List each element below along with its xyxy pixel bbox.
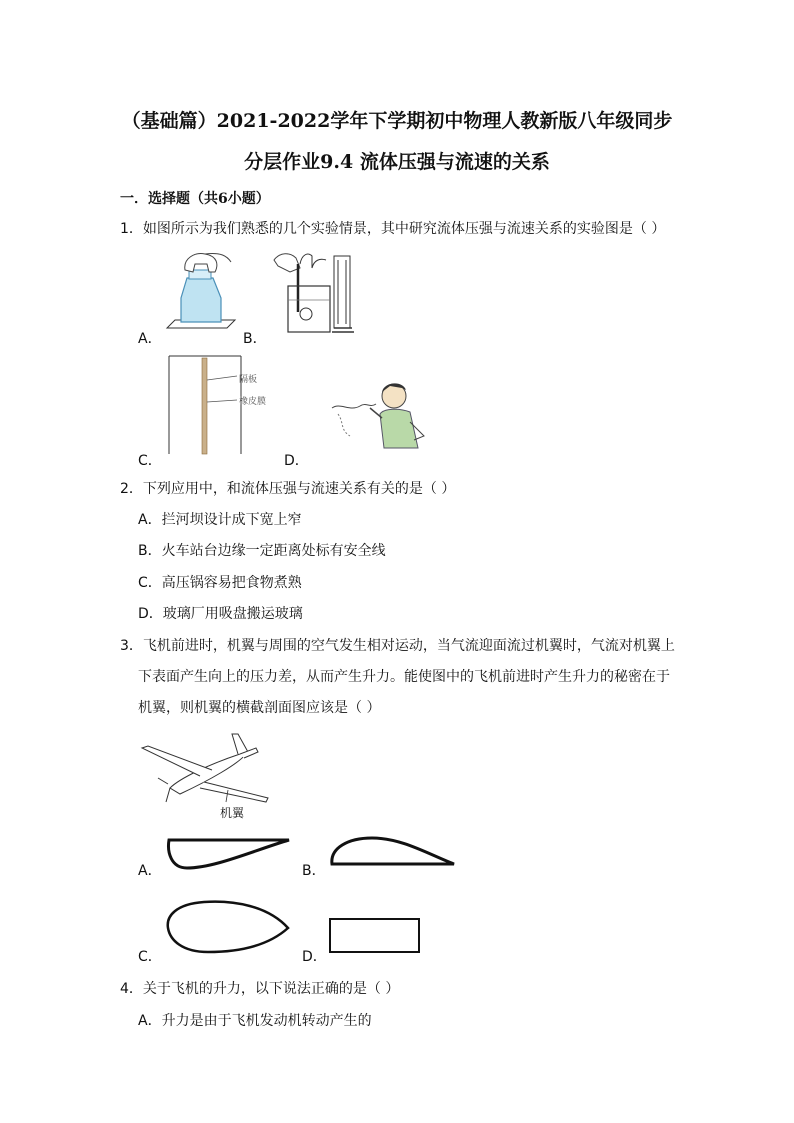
q4-option-a: A．升力是由于飞机发动机转动产生的: [138, 1013, 372, 1029]
q3-plane-wing-label: 机翼: [220, 806, 245, 820]
q3-stem-line1: 3．飞机前进时，机翼与周围的空气发生相对运动，当气流迎面流过机翼时，气流对机翼上: [120, 638, 675, 654]
q4-stem: 4．关于飞机的升力，以下说法正确的是（ ）: [120, 981, 400, 997]
q3-option-b-figure: [328, 834, 460, 870]
section-heading: 一．选择题（共6小题）: [120, 191, 270, 207]
q1-figure-c: [165, 354, 285, 454]
q3-label-a: A．: [138, 863, 162, 879]
q1-figure-b: [270, 248, 360, 338]
q3-option-d-figure: [329, 918, 421, 954]
q3-option-c-figure: [164, 898, 294, 956]
q1-label-d: D．: [284, 453, 309, 469]
document-title-line2: 分层作业9.4 流体压强与流速的关系: [244, 151, 550, 173]
q2-option-d: D．玻璃厂用吸盘搬运玻璃: [138, 606, 303, 622]
q3-label-d: D．: [302, 949, 327, 965]
q1-fig-c-label-membrane: 橡皮膜: [239, 397, 267, 407]
q2-stem: 2．下列应用中，和流体压强与流速关系有关的是（ ）: [120, 481, 456, 497]
q1-figure-a: [165, 250, 245, 330]
q3-label-b: B．: [302, 863, 326, 879]
q3-option-a-figure: [165, 836, 295, 876]
q1-figure-d: [330, 378, 430, 458]
document-title-line1: （基础篇）2021-2022学年下学期初中物理人教新版八年级同步: [121, 110, 673, 132]
q1-stem: 1．如图所示为我们熟悉的几个实验情景，其中研究流体压强与流速关系的实验图是（ ）: [120, 221, 666, 237]
q2-option-c: C．高压锅容易把食物煮熟: [138, 575, 302, 591]
q3-stem-line2: 下表面产生向上的压力差，从而产生升力。能使图中的飞机前进时产生升力的秘密在于: [138, 669, 670, 685]
q3-stem-line3: 机翼，则机翼的横截剖面图应该是（ ）: [138, 700, 381, 716]
q2-option-a: A．拦河坝设计成下宽上窄: [138, 512, 302, 528]
q2-option-b: B．火车站台边缘一定距离处标有安全线: [138, 543, 386, 559]
q1-label-c: C．: [138, 453, 162, 469]
q3-label-c: C．: [138, 949, 162, 965]
q1-label-b: B．: [243, 331, 267, 347]
q1-label-a: A．: [138, 331, 162, 347]
q1-fig-c-label-partition: 隔板: [239, 375, 258, 385]
q3-airplane-figure: [140, 728, 275, 820]
